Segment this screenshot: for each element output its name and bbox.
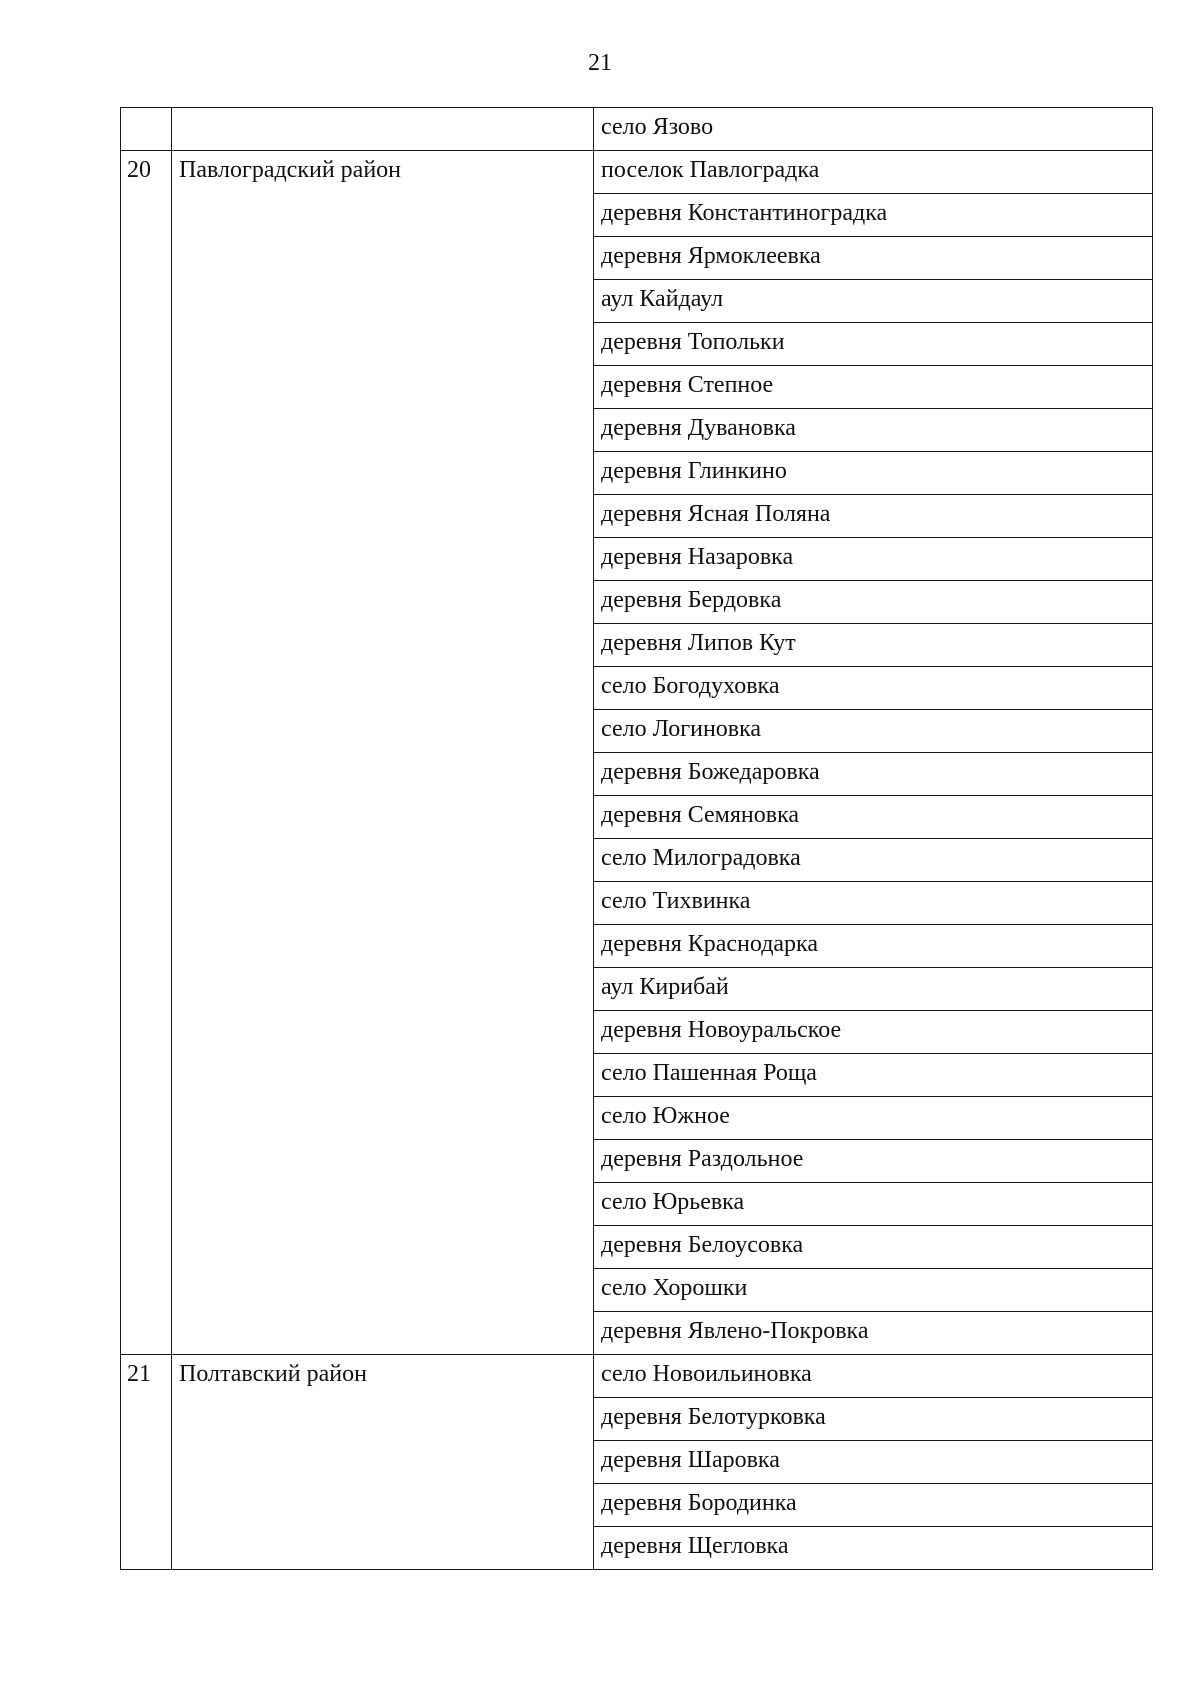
table-body [121, 108, 1153, 1570]
settlement-cell: деревня Краснодарка [594, 925, 1153, 968]
settlement-cell: село Новоильиновка [594, 1355, 1153, 1398]
settlement-cell: аул Кирибай [594, 968, 1153, 1011]
settlement-cell: поселок Павлоградка [594, 151, 1153, 194]
settlement-cell: деревня Липов Кут [594, 624, 1153, 667]
settlement-cell: деревня Ясная Поляна [594, 495, 1153, 538]
table-row [121, 151, 1153, 194]
settlement-cell: деревня Шаровка [594, 1441, 1153, 1484]
settlement-cell: деревня Степное [594, 366, 1153, 409]
settlement-cell: село Хорошки [594, 1269, 1153, 1312]
settlement-cell: деревня Новоуральское [594, 1011, 1153, 1054]
settlement-cell: деревня Топольки [594, 323, 1153, 366]
settlement-cell: деревня Бердовка [594, 581, 1153, 624]
page-number: 21 [588, 50, 612, 76]
settlement-cell: село Тихвинка [594, 882, 1153, 925]
settlement-cell: деревня Белотурковка [594, 1398, 1153, 1441]
table-row [121, 108, 1153, 151]
settlement-cell: деревня Семяновка [594, 796, 1153, 839]
settlement-cell: деревня Бородинка [594, 1484, 1153, 1527]
settlement-cell: село Пашенная Роща [594, 1054, 1153, 1097]
settlement-cell: деревня Назаровка [594, 538, 1153, 581]
settlement-cell: деревня Ярмоклеевка [594, 237, 1153, 280]
group-21-district-cell: Полтавский район [172, 1355, 594, 1570]
settlement-cell: село Язово [594, 108, 1153, 151]
settlement-cell: село Милоградовка [594, 839, 1153, 882]
settlement-cell: деревня Дувановка [594, 409, 1153, 452]
group-21-number-cell: 21 [121, 1355, 172, 1570]
settlement-cell: село Южное [594, 1097, 1153, 1140]
continuation-number-cell [121, 108, 172, 151]
settlement-cell: деревня Щегловка [594, 1527, 1153, 1570]
continuation-district-cell [172, 108, 594, 151]
settlement-cell: деревня Божедаровка [594, 753, 1153, 796]
table-row [121, 1355, 1153, 1398]
settlement-cell: аул Кайдаул [594, 280, 1153, 323]
settlement-cell: деревня Раздольное [594, 1140, 1153, 1183]
settlement-cell: село Логиновка [594, 710, 1153, 753]
settlement-cell: село Юрьевка [594, 1183, 1153, 1226]
settlement-cell: деревня Белоусовка [594, 1226, 1153, 1269]
settlements-table [120, 107, 1153, 1570]
group-20-number-cell: 20 [121, 151, 172, 1355]
group-20-district-cell: Павлоградский район [172, 151, 594, 1355]
settlement-cell: деревня Глинкино [594, 452, 1153, 495]
settlement-cell: село Богодуховка [594, 667, 1153, 710]
settlement-cell: деревня Константиноградка [594, 194, 1153, 237]
settlement-cell: деревня Явлено-Покровка [594, 1312, 1153, 1355]
